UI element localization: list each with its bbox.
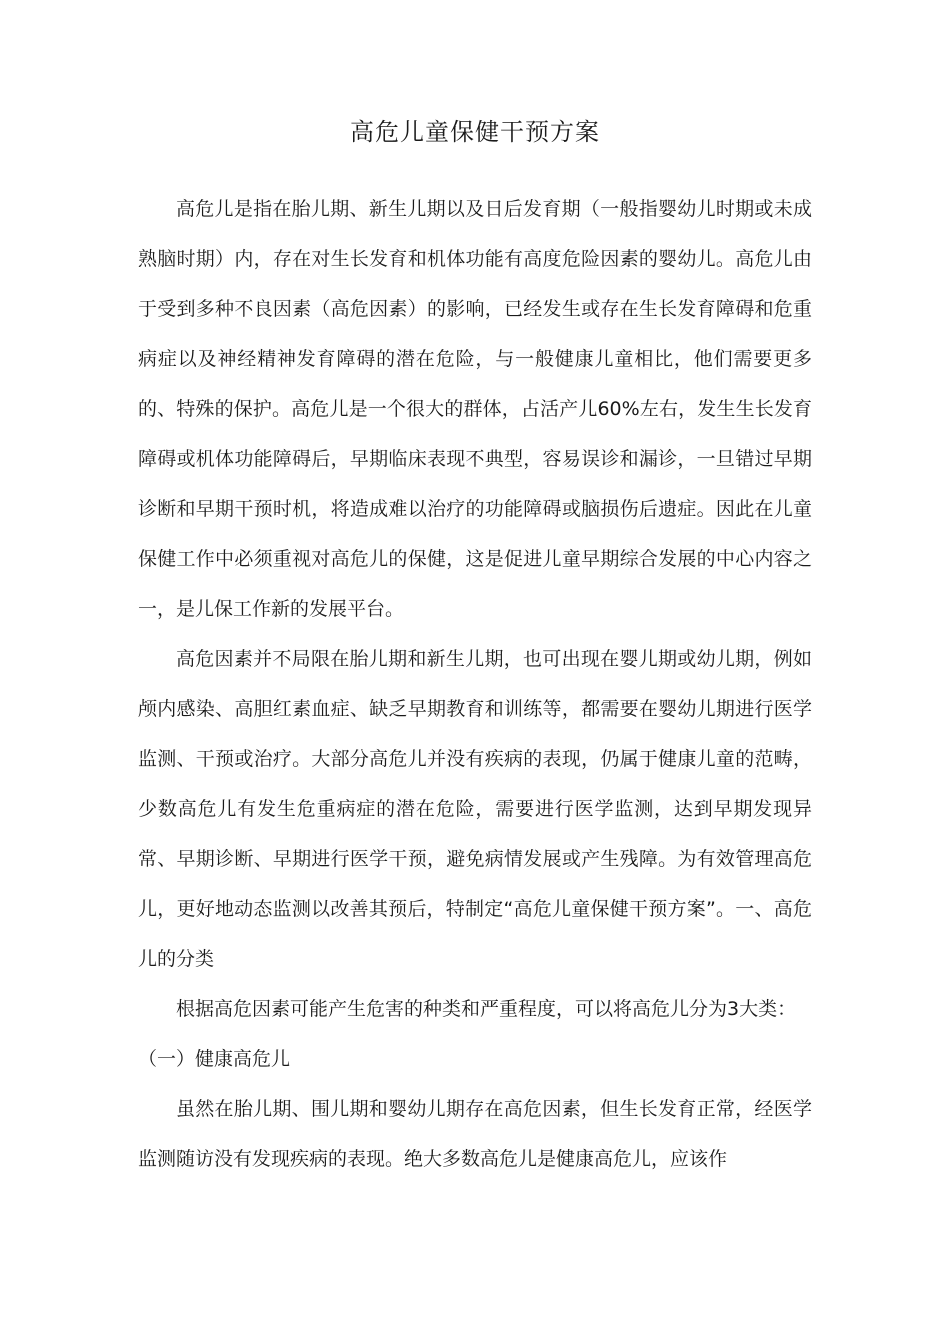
paragraph-healthy-high-risk: 虽然在胎儿期、围儿期和婴幼儿期存在高危因素，但生长发育正常，经医学监测随访没有发现疾病的表现。绝大多数高危儿是健康高危儿，应该作 — [138, 1098, 812, 1170]
section-heading-healthy-high-risk: （一）健康高危儿 — [138, 1048, 291, 1070]
paragraph-risk-factors: 高危因素并不局限在胎儿期和新生儿期，也可出现在婴儿期或幼儿期，例如颅内感染、高胆红素血症、缺乏早期教育和训练等，都需要在婴幼儿期进行医学监测、干预或治疗。大部分高危儿并没有疾病的表现，仍属于健康儿童的范畴，少数高危儿有发生危重病症的潜在危险，需要进行医学监测，达到早期发现异常、早期诊断、早期进行医学干预，避免病情发展或产生残障。为有效管理高危儿，更好地动态监测以改善其预后，特制定“高危儿童保健干预方案”。一、高危儿的分类 — [138, 648, 812, 970]
paragraph-definition: 高危儿是指在胎儿期、新生儿期以及日后发育期（一般指婴幼儿时期或未成熟脑时期）内，存在对生长发育和机体功能有高度危险因素的婴幼儿。高危儿由于受到多种不良因素（高危因素）的影响，已经发生或存在生长发育障碍和危重病症以及神经精神发育障碍的潜在危险，与一般健康儿童相比，他们需要更多的、特殊的保护。高危儿是一个很大的群体，占活产儿60%左右，发生生长发育障碍或机体功能障碍后，早期临床表现不典型，容易误诊和漏诊，一旦错过早期诊断和早期干预时机，将造成难以治疗的功能障碍或脑损伤后遗症。因此在儿童保健工作中必须重视对高危儿的保健，这是促进儿童早期综合发展的中心内容之一，是儿保工作新的发展平台。 — [138, 198, 812, 620]
paragraph-classification: 根据高危因素可能产生危害的种类和严重程度，可以将高危儿分为3大类： — [176, 998, 797, 1020]
document-title: 高危儿童保健干预方案 — [350, 118, 600, 146]
document-page — [138, 110, 812, 1184]
